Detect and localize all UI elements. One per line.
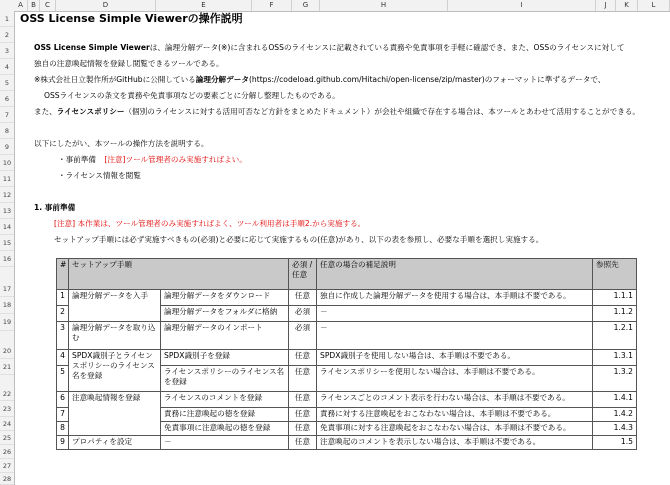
cell-step: －	[161, 436, 289, 450]
cell-step: 論理分解データをダウンロード	[161, 290, 289, 306]
column-header[interactable]: C	[40, 0, 56, 11]
row-header[interactable]: 15	[0, 235, 14, 251]
column-header[interactable]: F	[252, 0, 292, 11]
cell-req: 必須	[289, 306, 317, 322]
row-header[interactable]: 28	[0, 473, 14, 485]
cell-ref: 1.2.1	[593, 322, 637, 350]
row-header[interactable]: 25	[0, 431, 14, 445]
bullet-view: ・ライセンス情報を閲覧	[58, 171, 141, 180]
th-ref: 参照先	[593, 259, 637, 290]
cell-ref: 1.1.2	[593, 306, 637, 322]
section-heading: 1. 事前準備	[34, 203, 76, 212]
column-header[interactable]: J	[596, 0, 616, 11]
setup-table	[56, 258, 637, 450]
bullet-prep-label: ・事前準備	[58, 155, 96, 164]
table-row	[57, 350, 637, 366]
row-header[interactable]: 19	[0, 314, 14, 331]
cell-note: －	[317, 306, 593, 322]
column-header[interactable]: E	[156, 0, 252, 11]
column-header-bar	[0, 0, 670, 12]
cell-ref: 1.4.2	[593, 408, 637, 422]
row-header[interactable]: 8	[0, 123, 14, 139]
row-header[interactable]: 16	[0, 251, 14, 267]
row-header[interactable]: 27	[0, 459, 14, 473]
cell-note: ライセンスごとのコメント表示を行わない場合は、本手順は不要である。	[317, 392, 593, 408]
cell-group: 論理分解データを入手	[69, 290, 161, 322]
footnote-line-1	[34, 75, 605, 85]
cell-note: －	[317, 322, 593, 350]
cell-num: 2	[57, 306, 69, 322]
cell-note: 免責事項に対する注意喚起をおこなわない場合は、本手順は不要である。	[317, 422, 593, 436]
cell-num: 9	[57, 436, 69, 450]
row-header[interactable]: 26	[0, 445, 14, 459]
policy-text: （個別のライセンスに対する活用可否など方針をまとめたドキュメント）が会社や組織で存在する場合は、本ツールとあわせて活用することができる。	[124, 107, 640, 116]
row-header[interactable]: 3	[0, 43, 14, 59]
table-row	[57, 322, 637, 350]
footnote-line-2: OSSライセンスの条文を責務や免責事項などの要素ごとに分解し整理したものである。	[44, 91, 340, 100]
table-row	[57, 290, 637, 306]
cell-num: 7	[57, 408, 69, 422]
row-header[interactable]: 20	[0, 331, 14, 359]
cell-note: ライセンスポリシーを使用しない場合は、本手順は不要である。	[317, 366, 593, 392]
row-header[interactable]: 2	[0, 27, 14, 43]
footnote-text: (https://codeload.github.com/Hitachi/open-license/zip/master)のフォーマットに準ずるデータで、	[248, 75, 606, 84]
table-header-row	[57, 259, 637, 290]
cell-ref: 1.3.1	[593, 350, 637, 366]
row-header[interactable]: 24	[0, 417, 14, 431]
cell-note: SPDX識別子を使用しない場合は、本手順は不要である。	[317, 350, 593, 366]
instruction-line: 以下にしたがい、本ツールの操作方法を説明する。	[34, 139, 209, 148]
th-req: 必須 / 任意	[289, 259, 317, 290]
cell-group: 注意喚起情報を登録	[69, 392, 161, 436]
row-header[interactable]: 1	[0, 11, 14, 27]
row-header[interactable]: 10	[0, 155, 14, 171]
cell-step: 論理分解データのインポート	[161, 322, 289, 350]
cell-group: プロパティを設定	[69, 436, 161, 450]
cell-step: 責務に注意喚起の徳を登録	[161, 408, 289, 422]
policy-prefix: また、	[34, 107, 57, 116]
row-header[interactable]: 22	[0, 375, 14, 401]
cell-req: 任意	[289, 436, 317, 450]
cell-req: 任意	[289, 366, 317, 392]
row-header[interactable]: 7	[0, 107, 14, 123]
cell-step: SPDX識別子を登録	[161, 350, 289, 366]
cell-step: 論理分解データをフォルダに格納	[161, 306, 289, 322]
row-header[interactable]: 12	[0, 187, 14, 203]
cell-ref: 1.5	[593, 436, 637, 450]
cell-num: 3	[57, 322, 69, 350]
cell-ref: 1.4.1	[593, 392, 637, 408]
intro-line-1	[34, 43, 624, 53]
row-header[interactable]: 21	[0, 359, 14, 375]
column-header[interactable]: A	[14, 0, 28, 11]
column-header[interactable]: K	[616, 0, 638, 11]
cell-num: 5	[57, 366, 69, 392]
section-note-red: [注意] 本作業は、ツール管理者のみ実施すればよく、ツール利用者は手順2.から実施する。	[54, 219, 366, 228]
intro-text: は、論理分解データ(※)に含まれるOSSのライセンスに記載されている責務や免責事項を手軽に確認でき、また、OSSのライセンスに対して	[149, 43, 625, 52]
page-title: OSS License Simple Viewerの操作説明	[20, 12, 243, 25]
cell-ref: 1.1.1	[593, 290, 637, 306]
cell-req: 任意	[289, 350, 317, 366]
tool-name: OSS License Simple Viewer	[34, 43, 150, 52]
cell-req: 任意	[289, 290, 317, 306]
row-header[interactable]: 4	[0, 59, 14, 75]
row-header[interactable]: 6	[0, 91, 14, 107]
intro-line-2: 独自の注意喚起情報を登録し閲覧できるツールである。	[34, 59, 224, 68]
row-header[interactable]: 14	[0, 219, 14, 235]
column-header[interactable]: D	[56, 0, 156, 11]
cell-note: 独自に作成した論理分解データを使用する場合は、本手順は不要である。	[317, 290, 593, 306]
th-num: #	[57, 259, 69, 290]
bullet-prep	[58, 155, 247, 165]
column-header[interactable]: G	[292, 0, 320, 11]
policy-line	[34, 107, 640, 117]
cell-num: 1	[57, 290, 69, 306]
row-header[interactable]: 5	[0, 75, 14, 91]
cell-req: 任意	[289, 392, 317, 408]
row-header-bar	[0, 11, 15, 485]
row-header[interactable]: 11	[0, 171, 14, 187]
cell-note: 責務に対する注意喚起をおこなわない場合は、本手順は不要である。	[317, 408, 593, 422]
cell-note: 注意喚起のコメントを表示しない場合は、本手順は不要である。	[317, 436, 593, 450]
cell-step: 免責事項に注意喚起の徳を登録	[161, 422, 289, 436]
row-header[interactable]: 13	[0, 203, 14, 219]
cell-req: 任意	[289, 422, 317, 436]
th-note: 任意の場合の補足説明	[317, 259, 593, 290]
cell-ref: 1.3.2	[593, 366, 637, 392]
row-header[interactable]: 17	[0, 267, 14, 297]
cell-req: 必須	[289, 322, 317, 350]
cell-step: ライセンスポリシーのライセンス名を登録	[161, 366, 289, 392]
cell-ref: 1.4.3	[593, 422, 637, 436]
policy-bold: ライセンスポリシー	[56, 107, 125, 116]
row-header[interactable]: 18	[0, 297, 14, 314]
cell-step: ライセンスのコメントを登録	[161, 392, 289, 408]
bullet-prep-note: [注意]ツール管理者のみ実施すればよい。	[104, 155, 247, 164]
th-step: セットアップ手順	[69, 259, 289, 290]
column-header[interactable]: H	[320, 0, 448, 11]
cell-group: 論理分解データを取り込む	[69, 322, 161, 350]
footnote-prefix: ※株式会社日立製作所がGitHubに公開している	[34, 75, 196, 84]
cell-num: 4	[57, 350, 69, 366]
row-header[interactable]: 23	[0, 401, 14, 417]
cell-group: SPDX識別子とライセンスポリシーのライセンス名を登録	[69, 350, 161, 392]
cell-req: 任意	[289, 408, 317, 422]
column-header[interactable]: B	[28, 0, 40, 11]
section-note: セットアップ手順には必ず実施すべきもの(必須)と必要に応じて実施するもの(任意)があり、以下の表を参照し、必要な手順を選択し実施する。	[54, 235, 544, 244]
cell-num: 8	[57, 422, 69, 436]
footnote-bold: 論理分解データ	[195, 75, 249, 84]
column-header[interactable]: I	[448, 0, 596, 11]
row-header[interactable]: 9	[0, 139, 14, 155]
cell-num: 6	[57, 392, 69, 408]
column-header[interactable]: L	[638, 0, 670, 11]
table-row	[57, 392, 637, 408]
table-row	[57, 436, 637, 450]
